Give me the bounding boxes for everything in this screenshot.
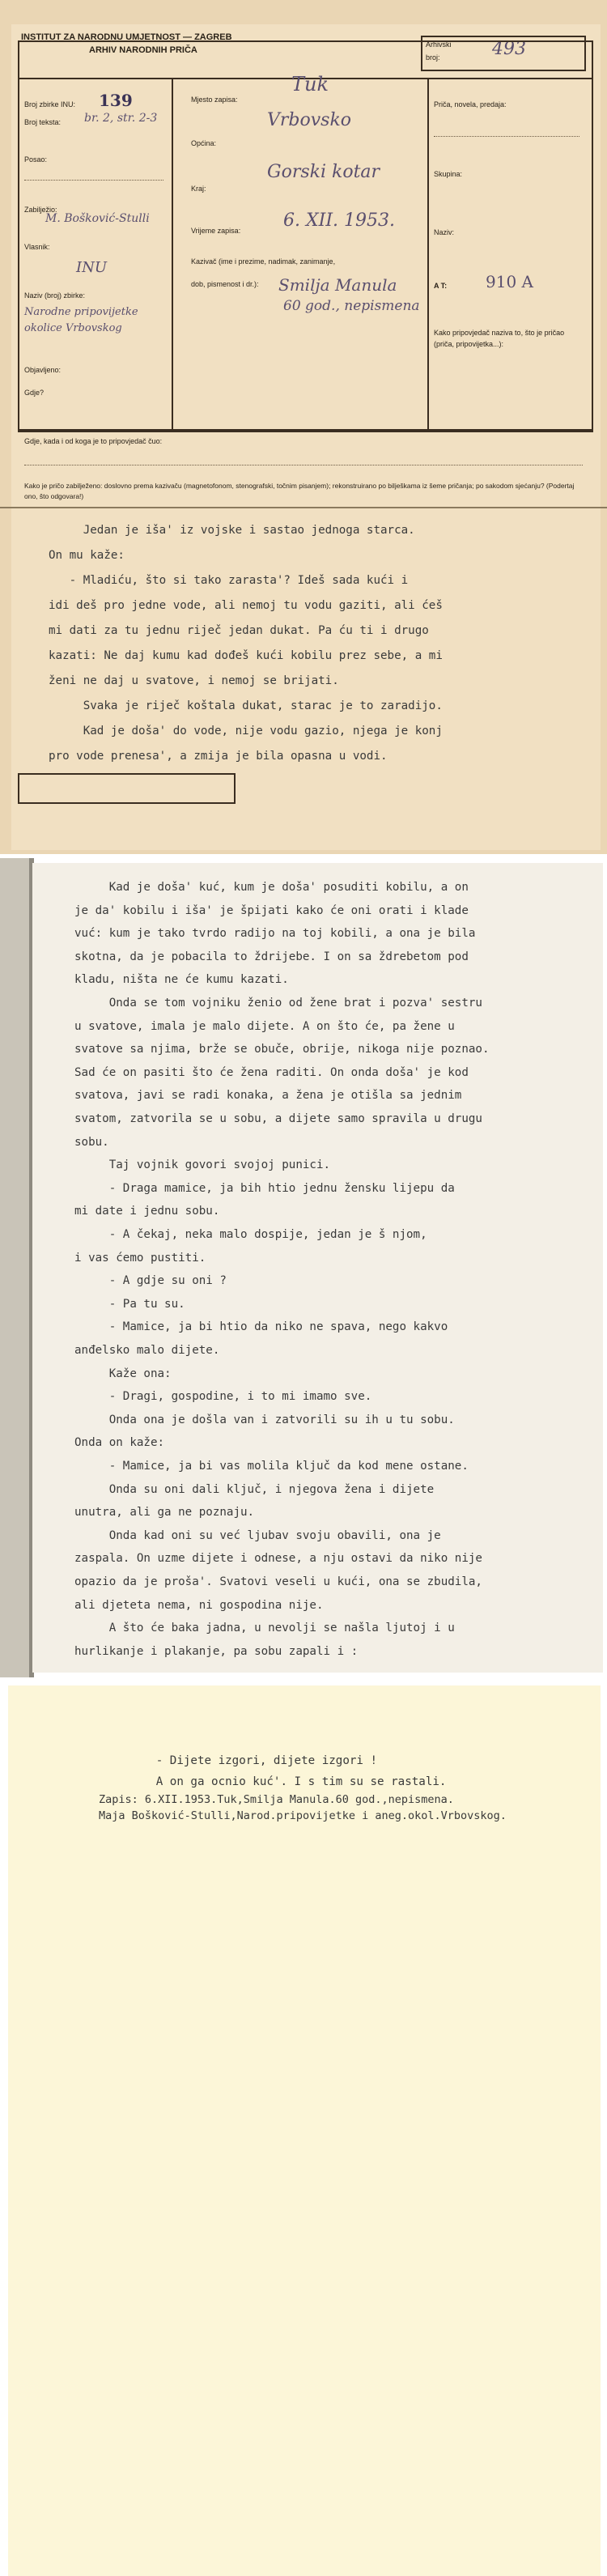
naziv-label: Naziv: — [434, 228, 455, 236]
naziv-zbirke: Narodne pripovijetke okolice Vrbovskog — [24, 306, 138, 334]
kazivac-details: 60 god., nepismena — [283, 298, 420, 314]
index-card-page — [0, 0, 607, 854]
text-line: Svaka je riječ koštala dukat, starac je to zaradijo. — [49, 699, 443, 712]
stamp-box — [18, 773, 236, 804]
at-label: A T: — [434, 282, 448, 290]
text-line: pro vode prenesa', a zmija je bila opasna u vodi. — [49, 750, 388, 763]
prica-line — [434, 136, 579, 137]
vlasnik: INU — [76, 259, 108, 276]
form-bottom-rule — [18, 429, 592, 431]
text-line: Kad je doša' kuć, kum je doša' posuditi kobilu, a on — [74, 881, 469, 894]
record-note-2: Maja Bošković-Stulli,Narod.pripovijetke i aneg.okol.Vrbovskog. — [99, 1809, 507, 1822]
text-line: mi dati za tu jednu riječ jedan dukat. Pa ću ti i drugo — [49, 624, 429, 637]
text-line: ženi ne daj u svatove, i nemoj se brijati. — [49, 674, 339, 687]
text-line: - Dijete izgori, dijete izgori ! — [121, 1754, 378, 1767]
text-line: Onda su oni dali ključ, i njegova žena i dijete — [74, 1482, 435, 1496]
gdje-label: Gdje? — [24, 389, 45, 397]
column-divider-2 — [427, 78, 429, 429]
text-line: Sad će on pasiti što će žena raditi. On onda doša' je kod — [74, 1065, 469, 1079]
text-line: - A gdje su oni ? — [74, 1274, 227, 1288]
opcina-label: Općina: — [191, 139, 217, 147]
broj-teksta-label: Broj teksta: — [24, 118, 62, 126]
text-line: u svatove, imala je malo dijete. A on što će, pa žene u — [74, 1019, 455, 1033]
text-line: On mu kaže: — [49, 549, 125, 562]
kraj: Gorski kotar — [267, 162, 380, 182]
text-line: - A čekaj, neka malo dospije, jedan je š njom, — [74, 1228, 427, 1241]
text-line: Onda on kaže: — [74, 1436, 165, 1450]
text-line: skotna, da je pobacila to ždrijebe. I on sa ždrebetom pod — [74, 950, 469, 963]
text-line: i vas ćemo pustiti. — [74, 1251, 206, 1265]
record-note-1: Zapis: 6.XII.1953.Tuk,Smilja Manula.60 god.,nepismena. — [99, 1793, 454, 1806]
typed-page-2 — [0, 858, 607, 1677]
text-line: A što će baka jadna, u nevolji se našla ljutoj i u — [74, 1622, 455, 1635]
paper-fold — [0, 507, 607, 508]
text-line: hurlikanje i plakanje, pa sobu zapali i : — [74, 1644, 359, 1658]
at-value: 910 A — [486, 272, 533, 291]
arhivski-label: Arhivski — [426, 40, 452, 49]
text-line: ali djeteta nema, ni gospodina nije. — [74, 1598, 324, 1612]
page-edge — [0, 858, 32, 1677]
kraj-label: Kraj: — [191, 185, 206, 193]
gdje-kada-label: Gdje, kada i od koga je to pripovjedač čuo: — [24, 437, 163, 445]
institute-title: INSTITUT ZA NARODNU UMJETNOST — ZAGREB — [21, 32, 232, 42]
opcina: Vrbovsko — [267, 110, 352, 130]
archive-number: 493 — [492, 39, 526, 59]
typed-page-3 — [0, 1681, 607, 2576]
kazivac-label: Kazivač (ime i prezime, nadimak, zanimanje, — [191, 257, 336, 266]
zabiljezio-label: Zabilježio: — [24, 206, 57, 214]
broj-teksta: br. 2, str. 2-3 — [84, 112, 158, 125]
vlasnik-label: Vlasnik: — [24, 243, 50, 251]
text-line: opazio da je proša'. Svatovi veseli u kući, ona se zbudila, — [74, 1575, 482, 1588]
text-line: A on ga ocnio kuć'. I s tim su se rastali. — [121, 1775, 447, 1788]
text-line: Taj vojnik govori svojoj punici. — [74, 1158, 331, 1172]
text-line: - Pa tu su. — [74, 1297, 185, 1311]
broj-label: broj: — [426, 53, 440, 62]
text-line: Onda ona je došla van i zatvorili su ih u tu sobu. — [74, 1413, 455, 1426]
vrijeme: 6. XII. 1953. — [283, 210, 395, 231]
text-line: sobu. — [74, 1135, 109, 1149]
skupina-label: Skupina: — [434, 170, 463, 178]
mjesto: Tuk — [291, 73, 329, 96]
text-line: svatom, zatvorila se u sobu, a dijete samo spravila u drugu — [74, 1112, 482, 1125]
text-line: - Mladiću, što si tako zarasta'? Ideš sada kući i — [49, 574, 409, 587]
text-line: Jedan je išа' iz vojske i sastao jednoga starca. — [49, 524, 415, 537]
text-line: Onda kad oni su već ljubav svoju obavili, ona je — [74, 1528, 441, 1542]
text-line: kazati: Ne daj kumu kad dođeš kući kobilu prez sebe, a mi — [49, 649, 443, 662]
text-line: - Mamice, ja bi vas molila ključ da kod mene ostane. — [74, 1460, 469, 1473]
kako-label: Kako pripovjedač naziva to, što je pričao (priča, pripovijetka...): — [434, 329, 565, 348]
objavljeno-label: Objavljeno: — [24, 366, 62, 374]
text-line: zaspala. On uzme dijete i odnese, a nju ostavi da niko nije — [74, 1552, 482, 1566]
text-line: mi date i jednu sobu. — [74, 1205, 220, 1218]
text-line: - Mamice, ja bi htio da niko ne spava, nego kakvo — [74, 1320, 448, 1334]
broj-zbirke: 139 — [99, 91, 133, 110]
text-line: vuć: kum je tako tvrdo radijo na toj kobili, a ona je bila — [74, 927, 476, 941]
posao-label: Posao: — [24, 155, 48, 164]
text-line: anđelsko malo dijete. — [74, 1344, 220, 1357]
text-line: - Draga mamice, ja bih htio jednu žensku lijepu da — [74, 1181, 455, 1195]
column-divider-1 — [172, 78, 173, 429]
zabiljezio: M. Bošković-Stulli — [45, 212, 150, 225]
vrijeme-label: Vrijeme zapisa: — [191, 227, 241, 235]
text-line: idi dеš pro jedne vode, ali nemoj tu vodu gaziti, ali ćeš — [49, 599, 443, 612]
text-line: Kaže ona: — [74, 1367, 172, 1380]
text-line: Kad je doša' do vode, nije vodu gazio, njega je konj — [49, 725, 443, 738]
kazivac-label-2: dob, pismenost i dr.): — [191, 280, 259, 288]
kazivac-name: Smilja Manula — [278, 275, 397, 295]
naziv-zbirke-label: Naziv (broj) zbirke: — [24, 291, 86, 300]
archive-title: ARHIV NARODNIH PRIČA — [89, 45, 197, 55]
text-line: je da' kobilu i išа' je špijati kako će oni orati i klade — [74, 903, 469, 917]
prica-label: Priča, novela, predaja: — [434, 100, 507, 108]
text-line: - Dragi, gospodine, i to mi imamo sve. — [74, 1390, 372, 1404]
broj-zbirke-label: Broj zbirke INU: — [24, 100, 76, 108]
posao-line — [24, 180, 163, 181]
text-line: svatova, javi se radi konaka, a žena je otišla sa jednim — [74, 1089, 462, 1103]
text-line: Onda se tom vojniku ženio od žene brat i pozva' sestru — [74, 997, 482, 1010]
text-line: kladu, ništa ne će kumu kazati. — [74, 973, 289, 987]
mjesto-label: Mjesto zapisa: — [191, 96, 238, 104]
text-line: unutra, ali ga ne poznaju. — [74, 1506, 255, 1520]
recording-note: Kako je pričo zabilježeno: doslovno prema kazivaču (magnetofonom, stenografski, točnim pisanjem); rekonstruirano po bilješkama iz šeme pričanja; po sakodom sjećanju? (Podertaj ono, što odgovara!) — [24, 482, 575, 500]
text-line: svatove sa njima, brže se obuče, obrije, nikoga nije poznao. — [74, 1043, 490, 1056]
